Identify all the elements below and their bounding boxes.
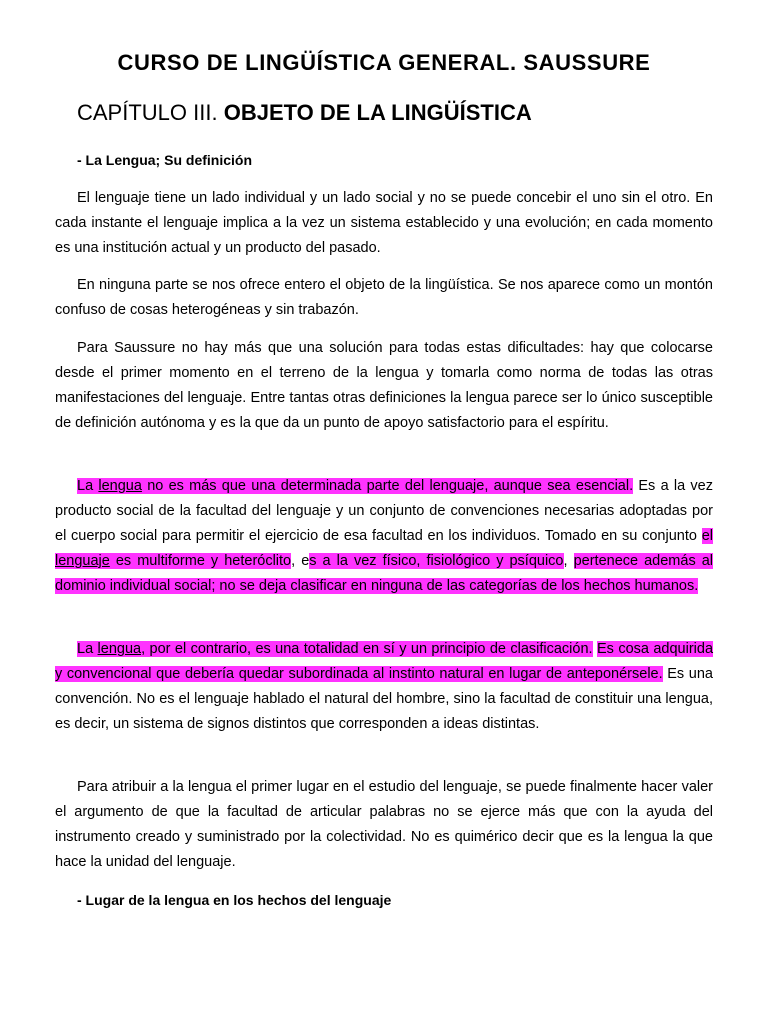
section-heading-definicion: - La Lengua; Su definición: [77, 152, 252, 168]
paragraph-1: El lenguaje tiene un lado individual y un lado social y no se puede concebir el uno sin el otro. En cada instante el lenguaje implica a la vez un sistema establecido y una evolución; en cada momento es una institución actual y un producto del pasado.: [55, 190, 713, 256]
highlight-underlined: lengua: [98, 478, 142, 494]
paragraph-6: Para atribuir a la lengua el primer lugar en el estudio del lenguaje, se puede finalmente hacer valer el argumento de que la facultad de articular palabras no se ejerce más que con la ayuda del instrumento creado y suministrado por la colectividad. No es quimérico decir que es la lengua la que hace la unidad del lenguaje.: [55, 779, 713, 870]
paragraph-5: [55, 637, 713, 737]
text-run: Es a la vez producto social de la facultad del lenguaje y un conjunto de convenciones necesarias adoptadas por el cuerpo social para permitir el ejercicio de esa facultad en los individuos. Tomado en su conjunto: [55, 478, 713, 544]
highlight: es multiforme y heteróclito: [109, 553, 292, 569]
highlight-underlined: lengua: [97, 641, 142, 657]
highlight: s a la vez físico, fisiológico y psíquico: [309, 553, 564, 569]
highlight: Es cosa adquirida y convencional que debería quedar subordinada al instinto natural en lugar de anteponérsele.: [55, 641, 714, 682]
chapter-heading: [77, 100, 532, 126]
paragraph-2: En ninguna parte se nos ofrece entero el objeto de la lingüística. Se nos aparece como un montón confuso de cosas heterogéneas y sin trabazón.: [55, 277, 713, 318]
chapter-prefix: CAPÍTULO III.: [77, 100, 224, 125]
text-run: Es una convención. No es el lenguaje hablado el natural del hombre, sino la facultad de constituir una lengua, es decir, un sistema de signos distintos que corresponden a ideas distintas.: [55, 666, 713, 732]
chapter-title: OBJETO DE LA LINGÜÍSTICA: [223, 100, 532, 125]
highlight: pertenece además al dominio individual social; no se deja clasificar en ninguna de las categorías de los hechos humanos.: [55, 553, 714, 594]
document-title: CURSO DE LINGÜÍSTICA GENERAL. SAUSSURE: [117, 50, 651, 75]
highlight: no es más que una determinada parte del lenguaje, aunque sea esencial.: [141, 478, 634, 494]
paragraph-3: Para Saussure no hay más que una solución para todas estas dificultades: hay que colocarse desde el primer momento en el terreno de la lengua y tomarla como norma de todas las otras manifestaciones del lenguaje. Entre tantas otras definiciones la lengua parece ser lo único susceptible de definición autónoma y es la que da un punto de apoyo satisfactorio para el espíritu.: [55, 340, 713, 431]
text-run: ,: [563, 553, 574, 569]
highlight: La: [77, 641, 98, 657]
highlight: , por el contrario, es una totalidad en sí y un principio de clasificación.: [141, 641, 593, 657]
paragraph-4: [55, 474, 713, 599]
highlight-underlined: lenguaje: [55, 553, 110, 569]
highlight: La: [77, 478, 99, 494]
highlight: el: [701, 528, 713, 544]
section-heading-lugar: - Lugar de la lengua en los hechos del lenguaje: [77, 892, 392, 908]
text-run: , e: [291, 553, 310, 569]
